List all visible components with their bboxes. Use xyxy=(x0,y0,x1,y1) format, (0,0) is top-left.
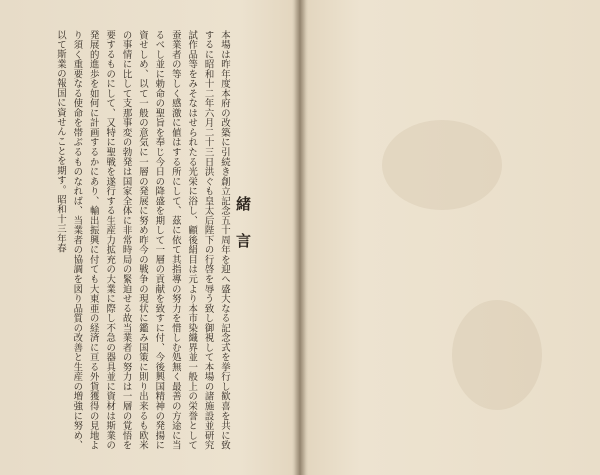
section-heading: 緒言 xyxy=(234,196,252,270)
right-page-blank xyxy=(302,0,600,475)
left-page xyxy=(0,0,298,475)
paper-stain xyxy=(382,120,502,210)
paper-stain xyxy=(452,300,542,410)
body-text: 本場は昨年度本府の改築に引続き創立記念五十周年を迎へ盛大なる記念式を挙行し歓喜を共に致するに昭和十二年六月二十三日洪ぐも皇太后陛下の行啓を辱う致し御視して本場の諸施設並研究試作品等をみそなはせられたる光栄に浴し、顧後絹目は元より本市染織界並一般上の栄誉として蚕業者の等しく感激に値はする所にして、茲に依て其指導の努力を惜しむ処無く最善の方途に当るべし並に勅命の聖旨を奉じ今日の降盛を期して一層の貢献を致すに付、今後興国精神の発揚に資せしめ、以て一般の意気に一層の発展に努め昨今の戦争の現状に鑑み国策に則り出来るも欧米の事情に比して支那事変の勃発は国家全体に非常時局の緊迫せる故当業者の努力は一層の覚悟を要するものにして、又特に聖戦を遂行する生産力拡充の大業に際し不急の器具並に資材は斯業の発展的進歩を如何に計画するかにあり、輸出振興に付ても大東亜の経済に亘る外貨獲得の見地より須く重要なる使命を帯ぶるものなれば、当業者の協調を図り品質の改善と生産の増強に努め、以て斯業の報国に資せんことを期す。昭和十三年春 xyxy=(54,30,230,450)
